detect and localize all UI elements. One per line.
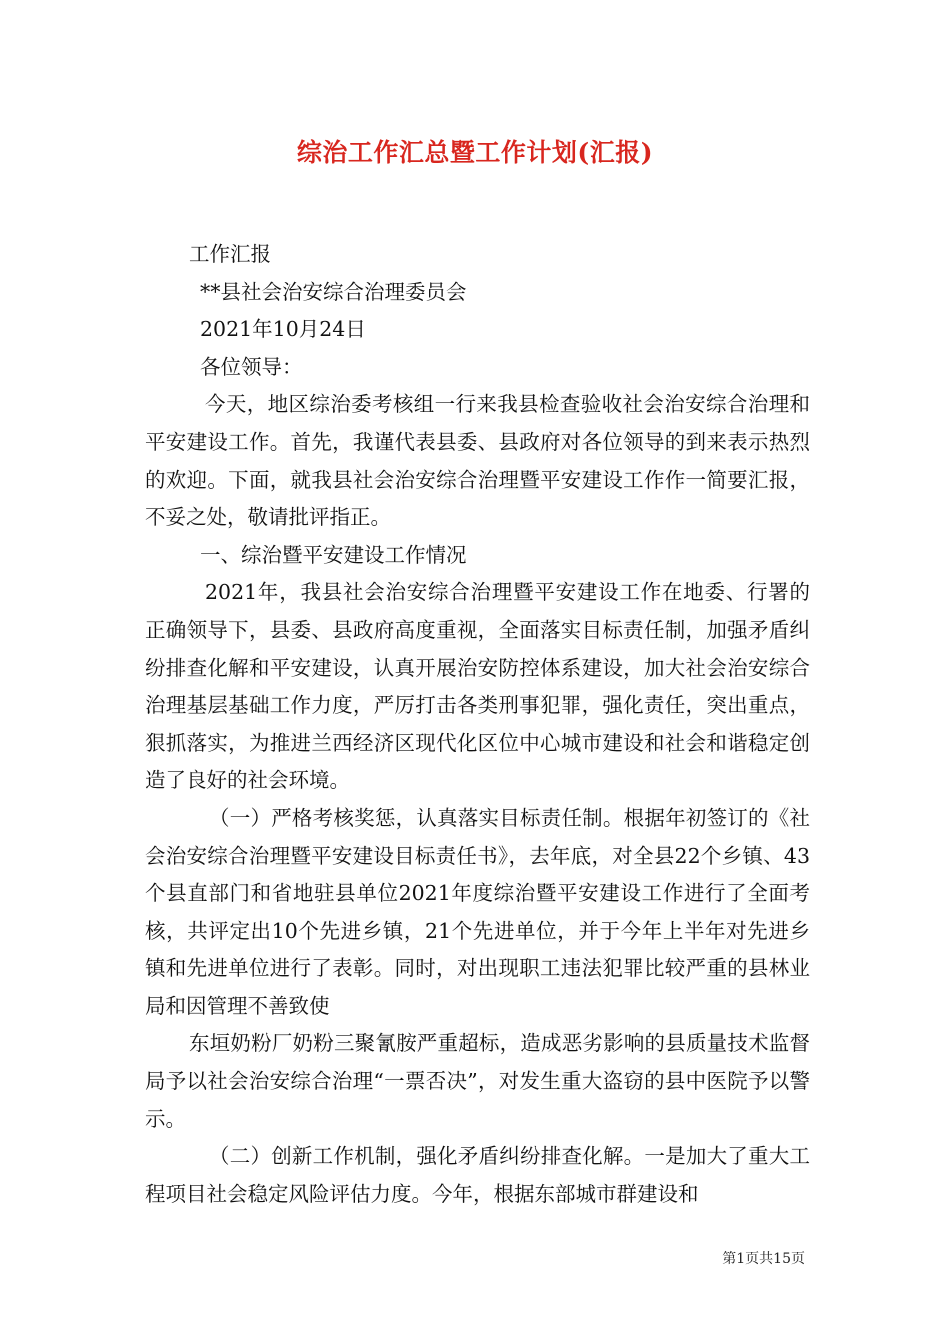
salutation: 各位领导： xyxy=(200,354,303,379)
page-footer: 第1页共15页 xyxy=(722,1251,805,1267)
report-label: 工作汇报 xyxy=(189,242,271,266)
section-heading-1: 一、综治暨平安建设工作情况 xyxy=(200,542,467,567)
issuer-line: **县社会治安综合治理委员会 xyxy=(200,279,467,304)
subsection-1-continuation: 东垣奶粉厂奶粉三聚氰胺严重超标，造成恶劣影响的县质量技术监督局予以社会治安综合治理“一票否决”，对发生重大盗窃的县中医院予以警示。 xyxy=(145,1031,810,1131)
document-title: 综治工作汇总暨工作计划(汇报) xyxy=(296,138,654,167)
document-body xyxy=(145,236,810,1213)
subsection-1-paragraph: （一）严格考核奖惩，认真落实目标责任制。根据年初签订的《社会治安综合治理暨平安建设目标责任书》，去年底，对全县22个乡镇、43个县直部门和省地驻县单位2021年度综治暨平安建设工作进行了全面考核，共评定出10个先进乡镇，21个先进单位，并于今年上半年对先进乡镇和先进单位进行了表彰。同时，对出现职工违法犯罪比较严重的县林业局和因管理不善致使 xyxy=(145,805,810,1018)
section-1-paragraph: 2021年，我县社会治安综合治理暨平安建设工作在地委、行署的正确领导下，县委、县政府高度重视，全面落实目标责任制，加强矛盾纠纷排查化解和平安建设，认真开展治安防控体系建设，加大社会治安综合治理基层基础工作力度，严厉打击各类刑事犯罪，强化责任，突出重点，狠抓落实，为推进兰西经济区现代化区位中心城市建设和社会和谐稳定创造了良好的社会环境。 xyxy=(145,580,810,793)
date-line: 2021年10月24日 xyxy=(200,317,366,342)
opening-paragraph: 今天，地区综治委考核组一行来我县检查验收社会治安综合治理和平安建设工作。首先，我谨代表县委、县政府对各位领导的到来表示热烈的欢迎。下面，就我县社会治安综合治理暨平安建设工作作一简要汇报，不妥之处，敬请批评指正。 xyxy=(145,392,810,530)
subsection-2-paragraph: （二）创新工作机制，强化矛盾纠纷排查化解。一是加大了重大工程项目社会稳定风险评估力度。今年，根据东部城市群建设和 xyxy=(145,1144,810,1206)
